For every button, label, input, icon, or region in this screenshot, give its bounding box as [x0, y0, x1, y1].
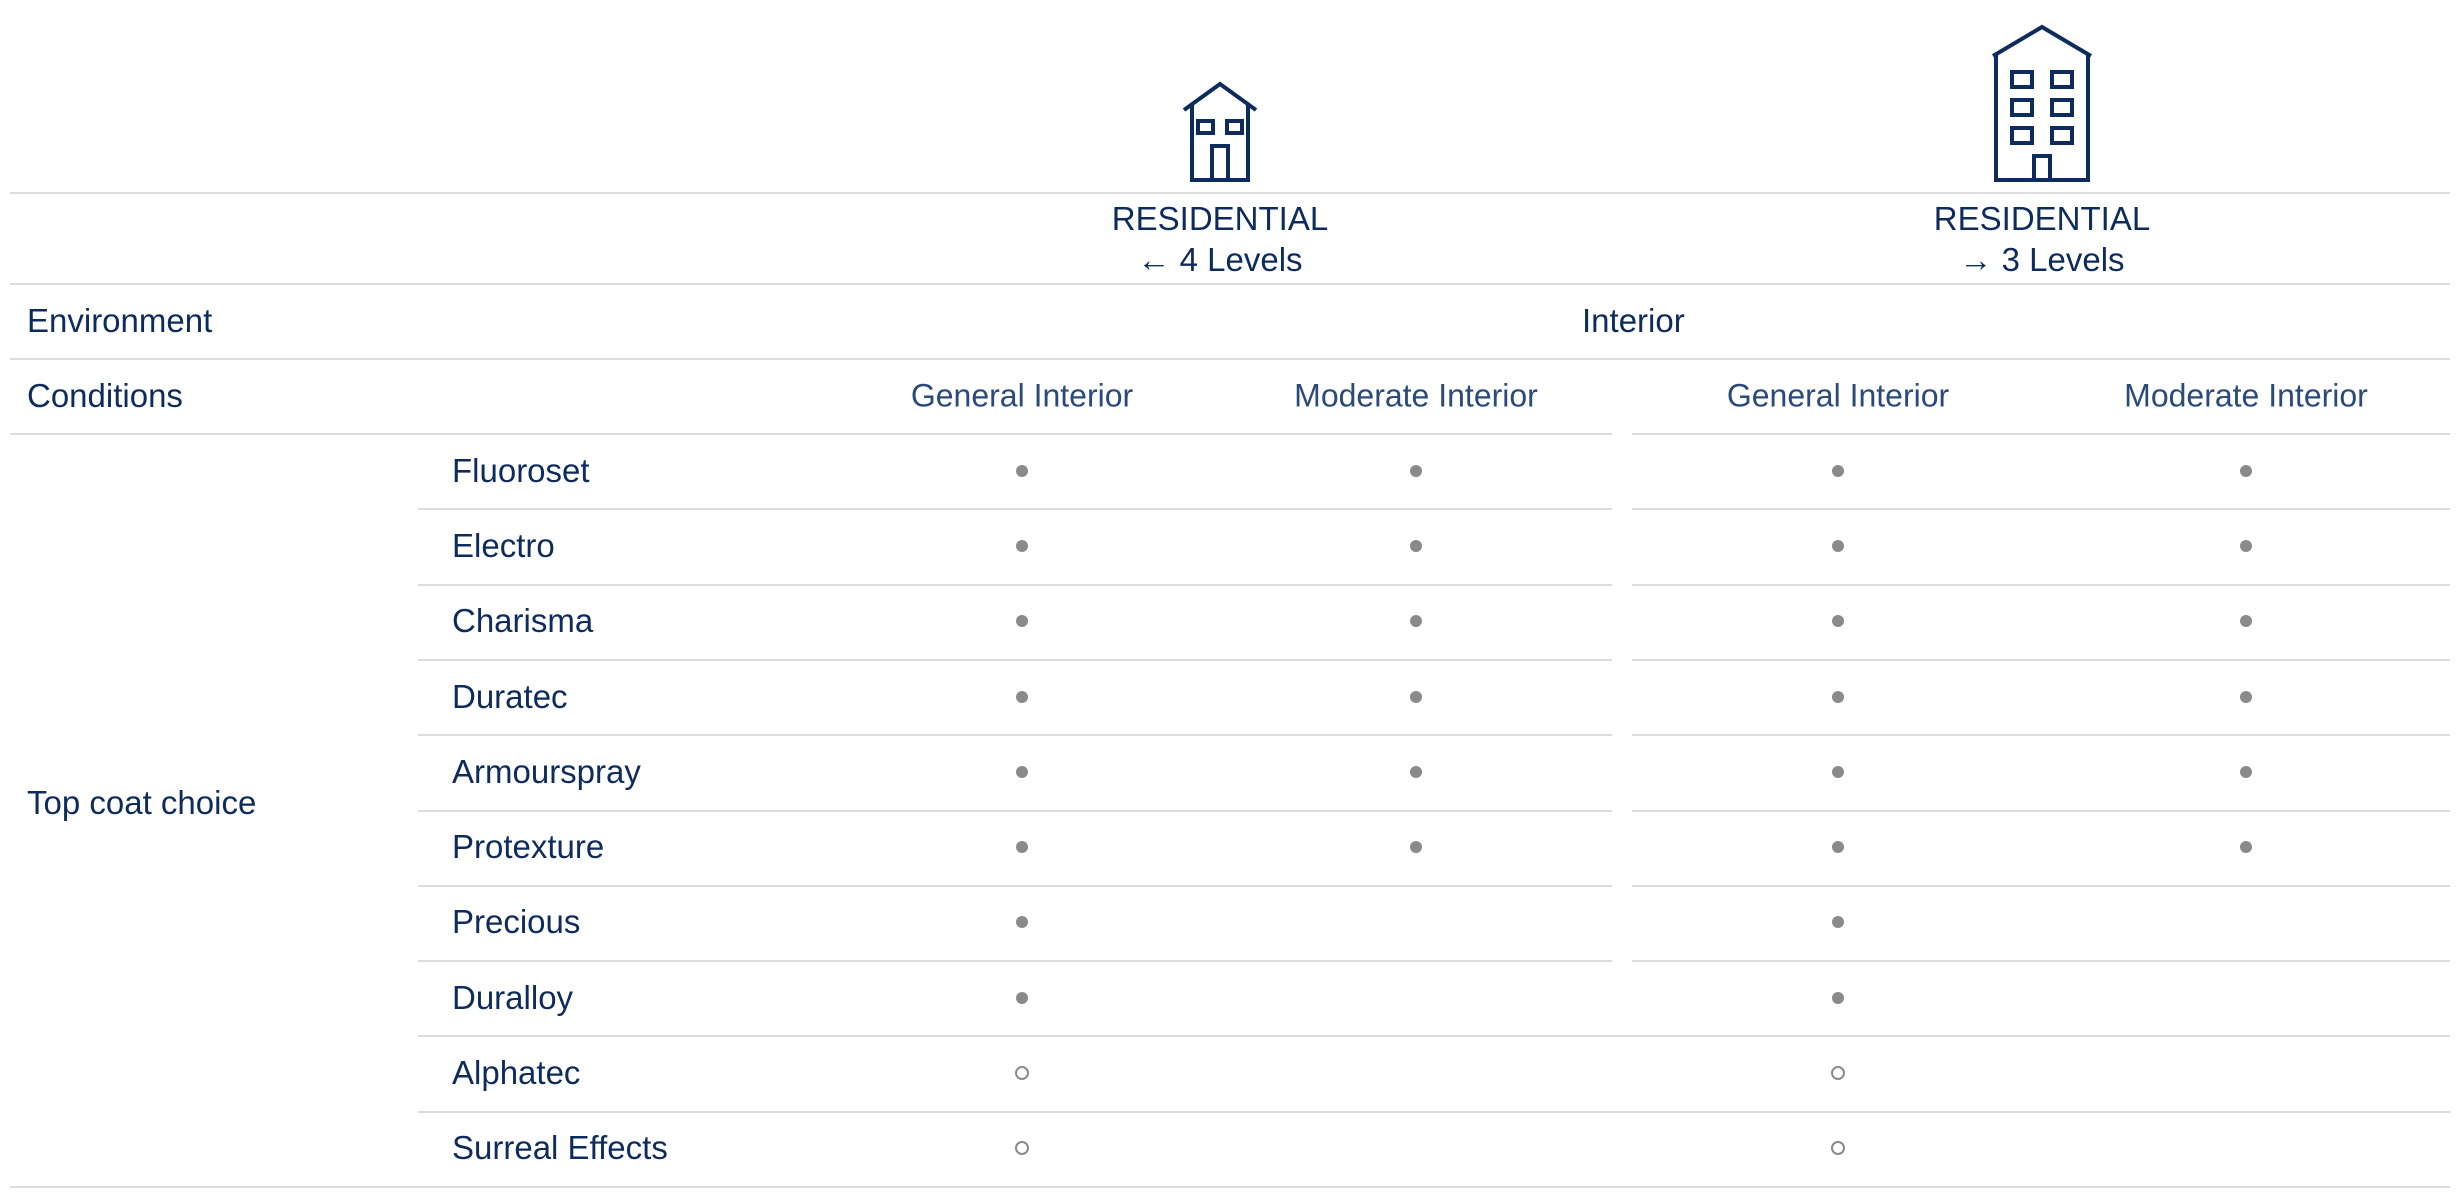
row-rule-right — [1632, 584, 2450, 586]
filled-dot-mark — [1410, 465, 1422, 477]
filled-dot-mark — [1832, 916, 1844, 928]
filled-dot-mark — [2240, 841, 2252, 853]
filled-dot-mark — [1832, 465, 1844, 477]
filled-dot-mark — [1410, 766, 1422, 778]
row-rule-right — [1632, 659, 2450, 661]
column-header-1-type: RESIDENTIAL — [1111, 200, 1329, 237]
environment-value: Interior — [1582, 302, 1685, 339]
rule-under-header — [10, 283, 2450, 285]
filled-dot-mark — [2240, 465, 2252, 477]
product-name: Precious — [452, 903, 581, 941]
filled-dot-mark — [2240, 540, 2252, 552]
filled-dot-mark — [1016, 992, 1028, 1004]
filled-dot-mark — [1832, 615, 1844, 627]
filled-dot-mark — [1016, 841, 1028, 853]
row-rule-right — [1632, 810, 2450, 812]
open-circle-mark — [1015, 1066, 1029, 1080]
conditions-label: Conditions — [27, 377, 183, 414]
filled-dot-mark — [1410, 615, 1422, 627]
filled-dot-mark — [1410, 540, 1422, 552]
product-name: Charisma — [452, 602, 594, 640]
column-header-2 — [1842, 198, 2242, 280]
column-header-2-type: RESIDENTIAL — [1933, 200, 2151, 237]
product-name: Duralloy — [452, 978, 574, 1016]
filled-dot-mark — [1410, 841, 1422, 853]
filled-dot-mark — [1016, 916, 1028, 928]
condition-1: General Interior — [910, 377, 1134, 414]
filled-dot-mark — [1832, 766, 1844, 778]
condition-4: Moderate Interior — [2124, 377, 2368, 414]
filled-dot-mark — [1832, 540, 1844, 552]
row-rule-right — [1632, 885, 2450, 887]
row-rule-left — [418, 810, 1612, 812]
table-bottom-rule — [10, 1186, 2450, 1188]
filled-dot-mark — [1410, 691, 1422, 703]
filled-dot-mark — [1832, 992, 1844, 1004]
filled-dot-mark — [1832, 841, 1844, 853]
row-rule-left — [418, 584, 1612, 586]
row-rule-left — [418, 659, 1612, 661]
column-header-1 — [1020, 198, 1420, 280]
product-name: Armourspray — [452, 752, 641, 790]
row-rule-right — [1632, 508, 2450, 510]
open-circle-mark — [1831, 1066, 1845, 1080]
product-name: Electro — [452, 526, 555, 564]
building-tall-icon — [1990, 24, 2094, 184]
column-header-1-levels: ← 4 Levels — [1137, 241, 1303, 278]
environment-label: Environment — [27, 302, 213, 339]
product-name: Surreal Effects — [452, 1129, 668, 1167]
product-name: Duratec — [452, 677, 568, 715]
filled-dot-mark — [1016, 540, 1028, 552]
open-circle-mark — [1831, 1141, 1845, 1155]
building-small-icon — [1180, 80, 1260, 184]
condition-2: Moderate Interior — [1294, 377, 1538, 414]
rule-under-conditions-right — [1632, 433, 2450, 435]
filled-dot-mark — [1016, 691, 1028, 703]
rule-under-conditions-left — [10, 433, 1612, 435]
filled-dot-mark — [1016, 465, 1028, 477]
product-name: Protexture — [452, 828, 605, 866]
row-rule — [418, 1035, 2450, 1037]
row-rule — [418, 1111, 2450, 1113]
product-name: Fluoroset — [452, 451, 590, 489]
row-rule-right — [1632, 734, 2450, 736]
filled-dot-mark — [1016, 615, 1028, 627]
row-rule-left — [418, 734, 1612, 736]
row-rule-left — [418, 508, 1612, 510]
open-circle-mark — [1015, 1141, 1029, 1155]
top-coat-label: Top coat choice — [27, 784, 257, 821]
row-rule-left — [418, 885, 1612, 887]
filled-dot-mark — [1832, 691, 1844, 703]
filled-dot-mark — [2240, 615, 2252, 627]
row-rule-right — [1632, 960, 2450, 962]
column-header-2-levels: → 3 Levels — [1959, 241, 2125, 278]
row-rule-left — [418, 960, 1612, 962]
condition-3: General Interior — [1726, 377, 1950, 414]
filled-dot-mark — [2240, 766, 2252, 778]
product-name: Alphatec — [452, 1054, 581, 1092]
filled-dot-mark — [2240, 691, 2252, 703]
rule-under-icons — [10, 192, 2450, 194]
rule-under-environment — [10, 358, 2450, 360]
filled-dot-mark — [1016, 766, 1028, 778]
